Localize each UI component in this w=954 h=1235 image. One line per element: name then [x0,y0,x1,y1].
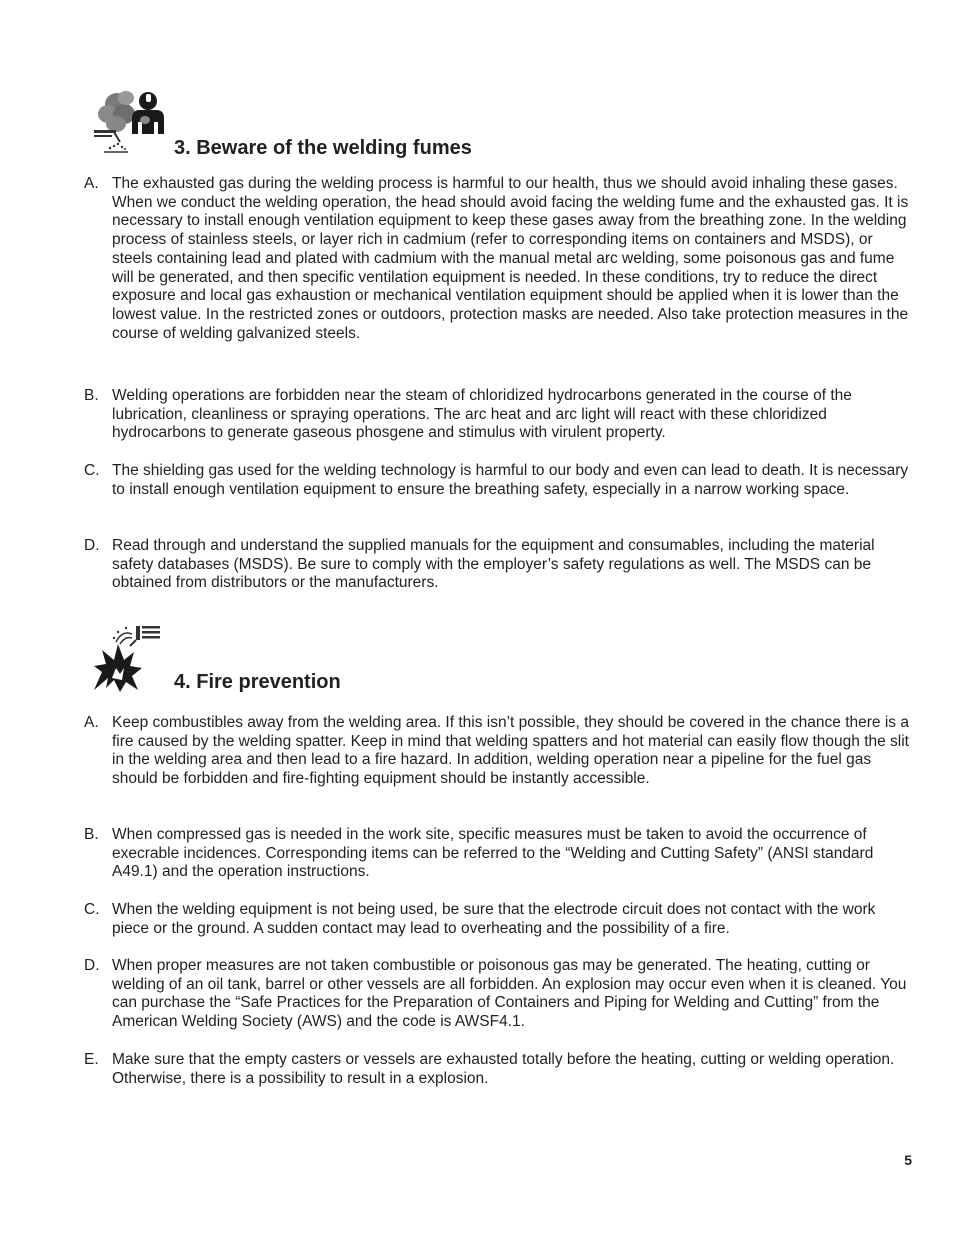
list-item-letter: A. [84,714,99,731]
list-item [84,462,914,499]
list-item-letter: D. [84,957,100,974]
section-4-title: 4. Fire prevention [174,671,341,693]
list-item-letter: B. [84,387,99,404]
list-item-text: When compressed gas is needed in the work site, specific measures must be taken to avoid the occurrence of execrable incidences. Corresponding items can be referred to the “Welding and Cutting Safety” (ANSI standard A49.1) and the operation instructions. [112,826,874,881]
welding-fumes-icon [92,88,168,160]
list-item-letter: D. [84,537,100,554]
list-item-letter: A. [84,175,99,192]
list-item-text: Read through and understand the supplied manuals for the equipment and consumables, including the material safety databases (MSDS). Be sure to comply with the employer’s safety regulations as well. The MSDS can be obtained from distributors or the manufacturers. [112,537,875,592]
fire-explosion-icon [92,622,168,694]
list-item [84,957,914,1032]
list-item [84,387,914,443]
list-item-text: Make sure that the empty casters or vessels are exhausted totally before the heating, cutting or welding operation. Otherwise, there is a possibility to result in a explosion. [112,1051,895,1087]
list-item-text: The shielding gas used for the welding technology is harmful to our body and even can lead to death. It is necessary to install enough ventilation equipment to ensure the breathing safety, especially in a narrow working space. [112,462,909,498]
section-3-header [92,88,892,160]
list-item-letter: C. [84,462,100,479]
page-number: 5 [904,1152,912,1168]
list-item [84,901,914,938]
list-item-letter: C. [84,901,100,918]
list-item-letter: E. [84,1051,99,1068]
list-item [84,826,914,882]
section-3-title: 3. Beware of the welding fumes [174,137,472,159]
list-item-text: When proper measures are not taken combustible or poisonous gas may be generated. The heating, cutting or welding of an oil tank, barrel or other vessels are all forbidden. An explosion may occur even when it is cleaned. You can purchase the “Safe Practices for the Preparation of Containers and Piping for Welding and Cutting” from the American Welding Society (AWS) and the code is AWSF4.1. [112,957,907,1031]
list-item [84,537,914,593]
section-4-header [92,622,892,694]
list-item-letter: B. [84,826,99,843]
list-item [84,1051,914,1088]
list-item-text: Welding operations are forbidden near the steam of chloridized hydrocarbons generated in the course of the lubrication, cleanliness or spraying operations. The arc heat and arc light will react with these chloridized hydrocarbons to generate gaseous phosgene and stimulus with virulent property. [112,387,852,442]
list-item [84,714,914,789]
list-item-text: When the welding equipment is not being used, be sure that the electrode circuit does not contact with the work piece or the ground. A sudden contact may lead to overheating and the possibility of a fire. [112,901,876,937]
list-item-text: The exhausted gas during the welding process is harmful to our health, thus we should avoid inhaling these gases. When we conduct the welding operation, the head should avoid facing the welding fume and the exhausted gas. It is necessary to install enough ventilation equipment to keep these gases away from the breathing zone. In the welding process of stainless steels, or layer rich in cadmium (refer to corresponding items on containers and MSDS), or steels containing lead and plated with cadmium with the manual metal arc welding, some poisonous gas and fume will be generated, and then specific ventilation equipment is needed. In these conditions, try to reduce the direct exposure and local gas exhaustion or mechanical ventilation equipment should be applied when it is lower than the lowest value. In the restricted zones or outdoors, protection masks are needed. Also take protection measures in the course of welding galvanized steels. [112,175,909,342]
list-item [84,175,914,343]
list-item-text: Keep combustibles away from the welding area. If this isn’t possible, they should be covered in the chance there is a fire caused by the welding spatter. Keep in mind that welding spatters and hot material can easily flow though the slit in the welding area and then lead to a fire hazard. In addition, welding operation near a pipeline for the fuel gas should be forbidden and fire-fighting equipment should be instantly accessible. [112,714,909,788]
